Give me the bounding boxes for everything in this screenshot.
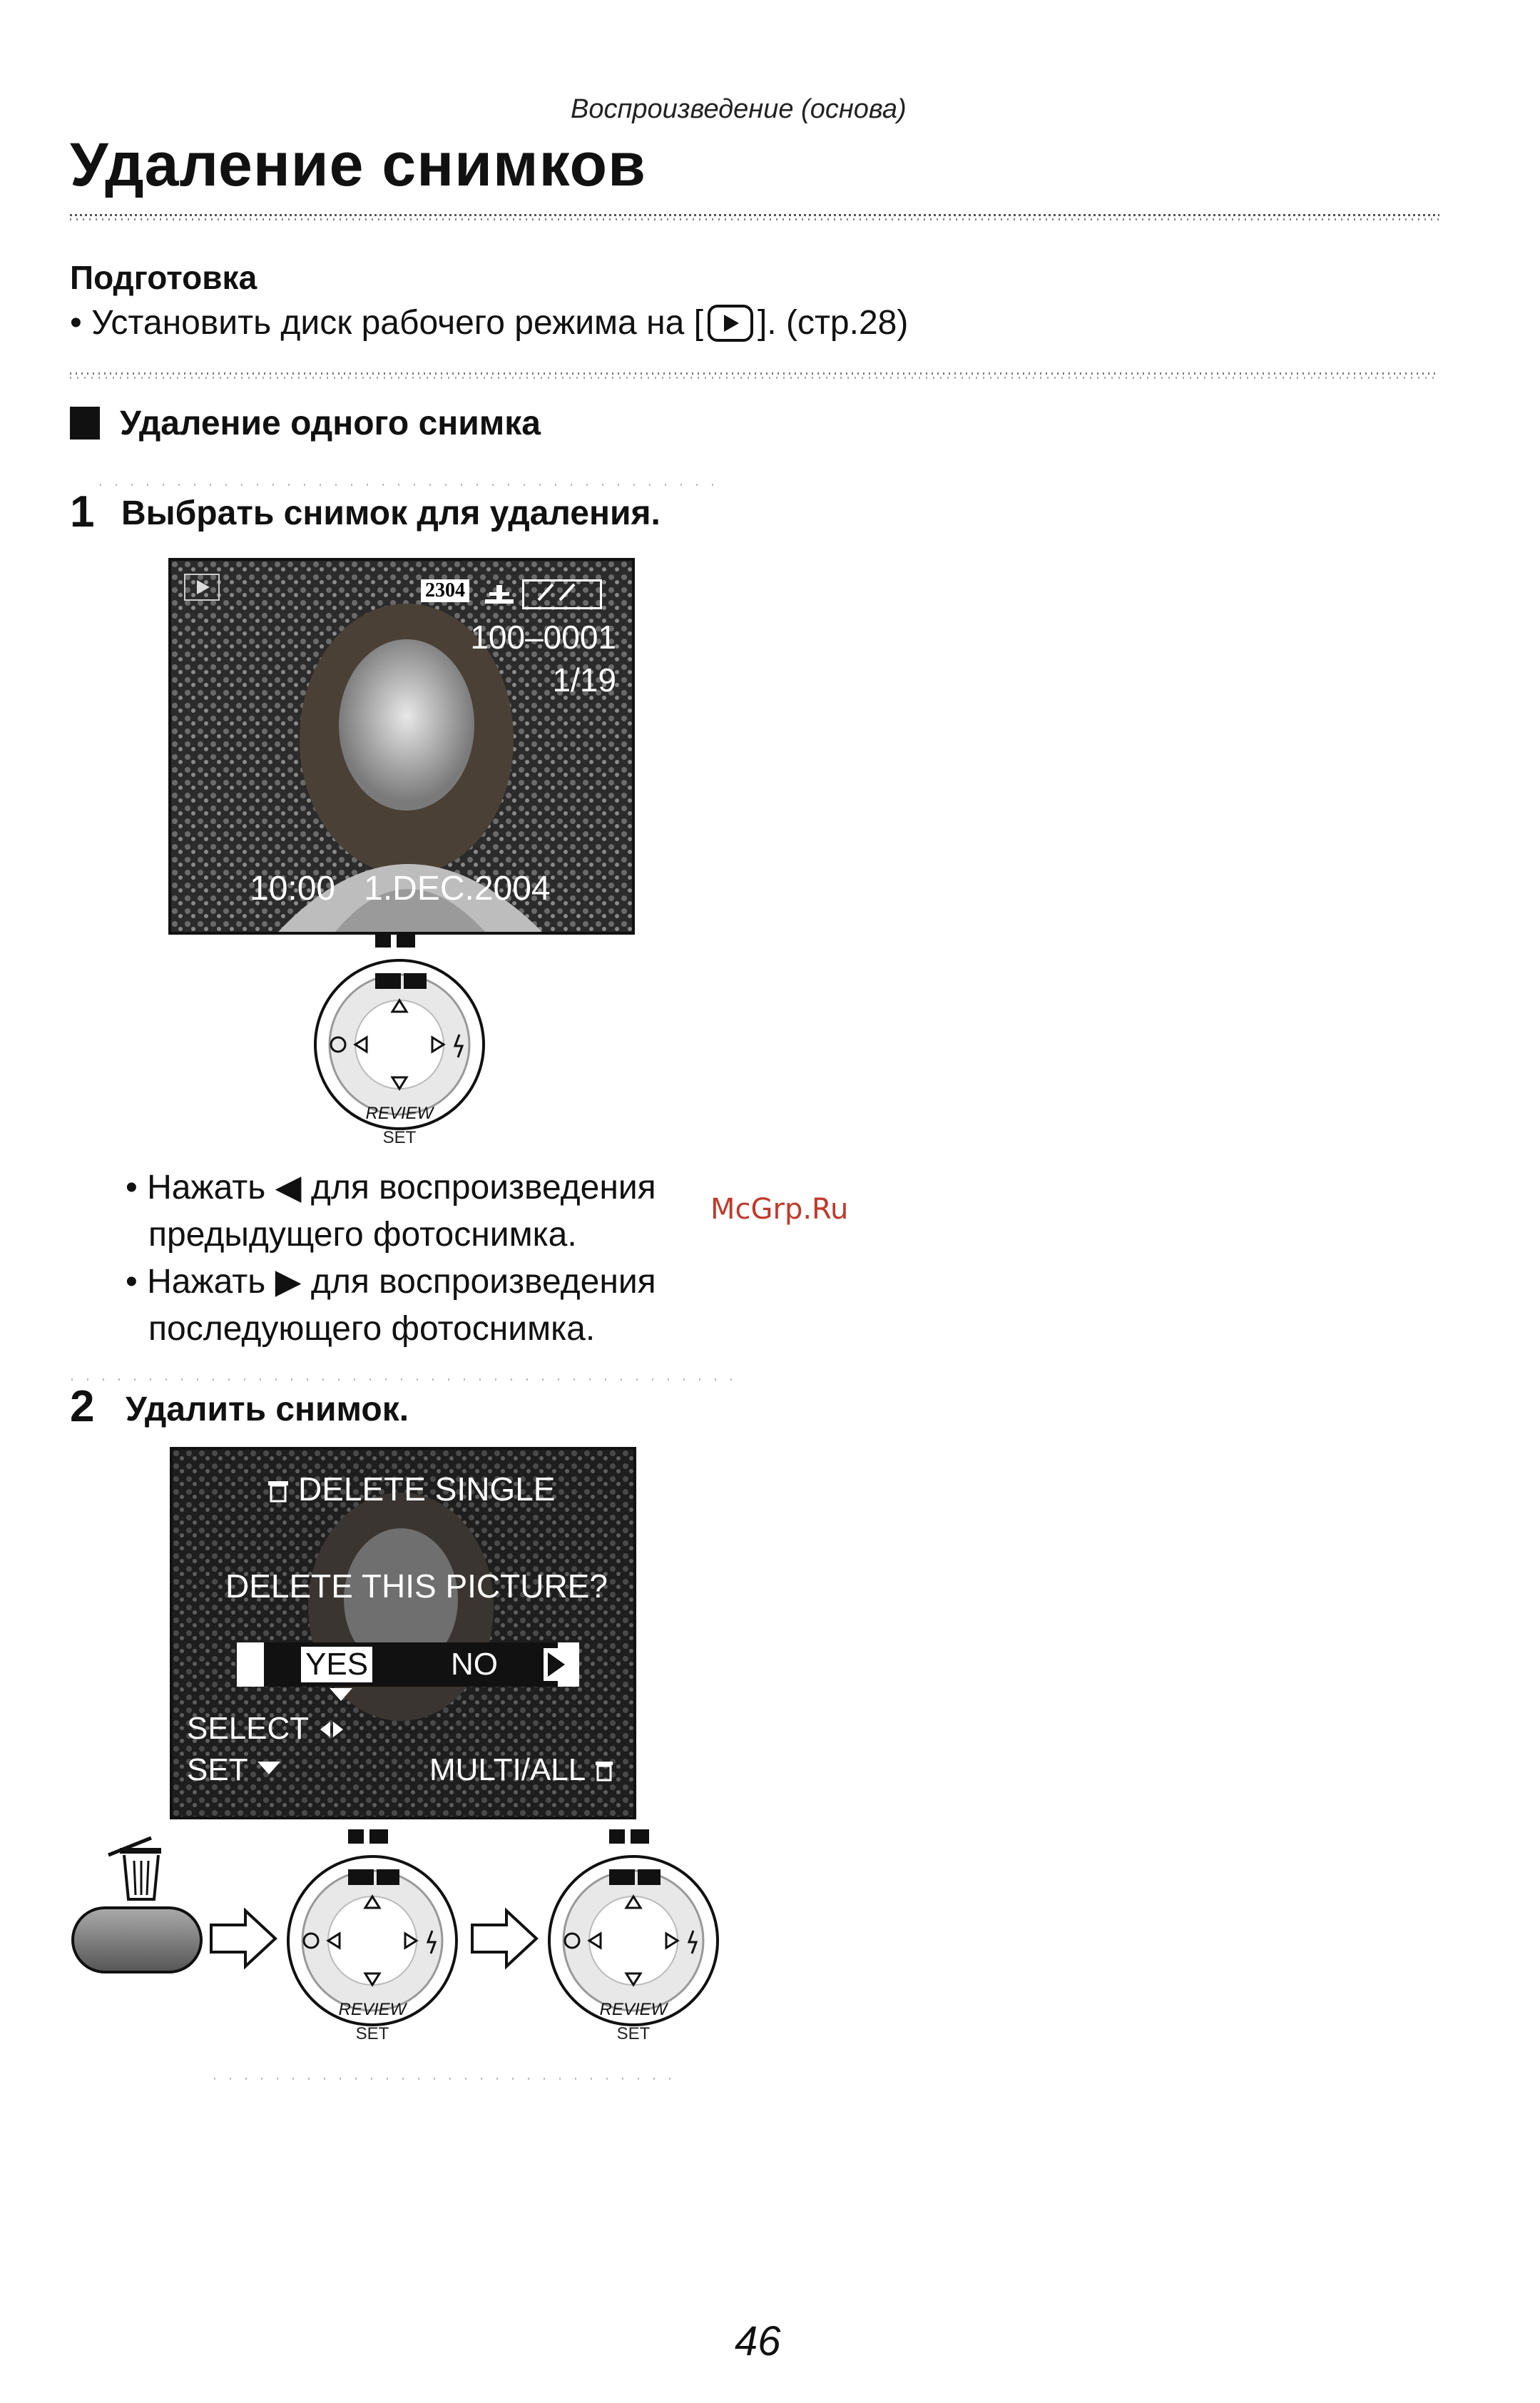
step2-title: Удалить снимок. (126, 1391, 409, 1428)
battery-icon (522, 579, 602, 609)
review-label: REVIEW (365, 1104, 434, 1123)
wb-icon (348, 1869, 374, 1885)
set-hint: SET (187, 1752, 282, 1788)
title-divider (70, 214, 1439, 221)
playback-screen (168, 558, 635, 935)
burst-icon (369, 1829, 388, 1844)
bullet-next-line2: последующего фотоснимка. (148, 1310, 596, 1348)
control-dial-2[interactable] (280, 1824, 465, 2045)
right-selector-icon (544, 1648, 568, 1681)
flash-mode-icon (377, 1869, 399, 1885)
step-separator (71, 1378, 735, 1381)
section-marker (70, 407, 100, 440)
flash-mode-icon (404, 973, 427, 989)
exposure-icon (609, 1829, 625, 1844)
down-pointer-icon (328, 1687, 354, 1702)
yes-option[interactable]: YES (301, 1647, 372, 1682)
quality-icon (484, 581, 515, 605)
arrow-right-icon (208, 1906, 280, 1971)
section-separator (100, 484, 720, 486)
file-number: 100–0001 (470, 619, 616, 656)
arrow-right-icon-2 (469, 1906, 541, 1971)
review-label: REVIEW (599, 2000, 668, 2019)
wb-icon (375, 973, 401, 989)
page-number: 46 (735, 2318, 781, 2364)
page-title: Удаление снимков (70, 131, 646, 199)
exposure-icon (348, 1829, 364, 1844)
image-counter: 1/19 (552, 661, 616, 698)
trash-icon (265, 1475, 291, 1504)
flash-mode-icon (638, 1869, 661, 1885)
left-triangle-icon: ◀ (275, 1169, 302, 1206)
preparation-text-after: ]. (стр.28) (757, 304, 909, 342)
bullet-previous: • Нажать ◀ для воспроизведения (126, 1169, 656, 1206)
preparation-divider (70, 372, 1439, 380)
delete-question: DELETE THIS PICTURE? (225, 1568, 608, 1605)
section-label: Воспроизведение (основа) (571, 94, 907, 124)
date-time: 10:00 1.DEC.2004 (250, 870, 551, 908)
multi-all-hint: MULTI/ALL (429, 1752, 615, 1788)
preparation-text-before: • Установить диск рабочего режима на [ (70, 304, 703, 342)
play-mode-icon (184, 574, 220, 601)
step2-number: 2 (70, 1382, 95, 1431)
no-option[interactable]: NO (451, 1647, 498, 1682)
wb-icon (609, 1869, 635, 1885)
left-right-icon (317, 1717, 346, 1742)
burst-icon (631, 1829, 649, 1844)
delete-screen (170, 1447, 636, 1819)
bullet-previous-line2: предыдущего фотоснимка. (148, 1216, 577, 1254)
trash-small-icon (593, 1759, 615, 1783)
section-heading: Удаление одного снимка (120, 405, 541, 442)
step1-number: 1 (70, 487, 95, 537)
delete-mode-title: DELETE SINGLE (298, 1470, 556, 1508)
bullet-next: • Нажать ▶ для воспроизведения (126, 1263, 656, 1301)
set-label: SET (616, 2024, 651, 2043)
burst-icon (397, 933, 415, 948)
down-triangle-icon (256, 1760, 282, 1777)
review-label: REVIEW (338, 2000, 407, 2019)
resolution-badge: 2304 (421, 579, 469, 602)
bottom-separator (214, 2078, 685, 2080)
control-dial[interactable] (307, 928, 492, 1149)
set-label: SET (355, 2024, 389, 2043)
exposure-icon (375, 933, 391, 948)
set-label: SET (382, 1128, 417, 1147)
watermark: McGrp.Ru (710, 1193, 849, 1226)
step1-title: Выбрать снимок для удаления. (121, 494, 661, 532)
control-dial-3[interactable] (541, 1824, 726, 2045)
preparation-heading: Подготовка (70, 259, 257, 296)
preparation-text (70, 303, 908, 342)
delete-button[interactable] (70, 1905, 205, 1976)
play-icon (708, 305, 753, 342)
delete-button-trash-icon (106, 1834, 191, 1905)
right-triangle-icon: ▶ (275, 1263, 302, 1301)
select-hint: SELECT (187, 1711, 346, 1747)
